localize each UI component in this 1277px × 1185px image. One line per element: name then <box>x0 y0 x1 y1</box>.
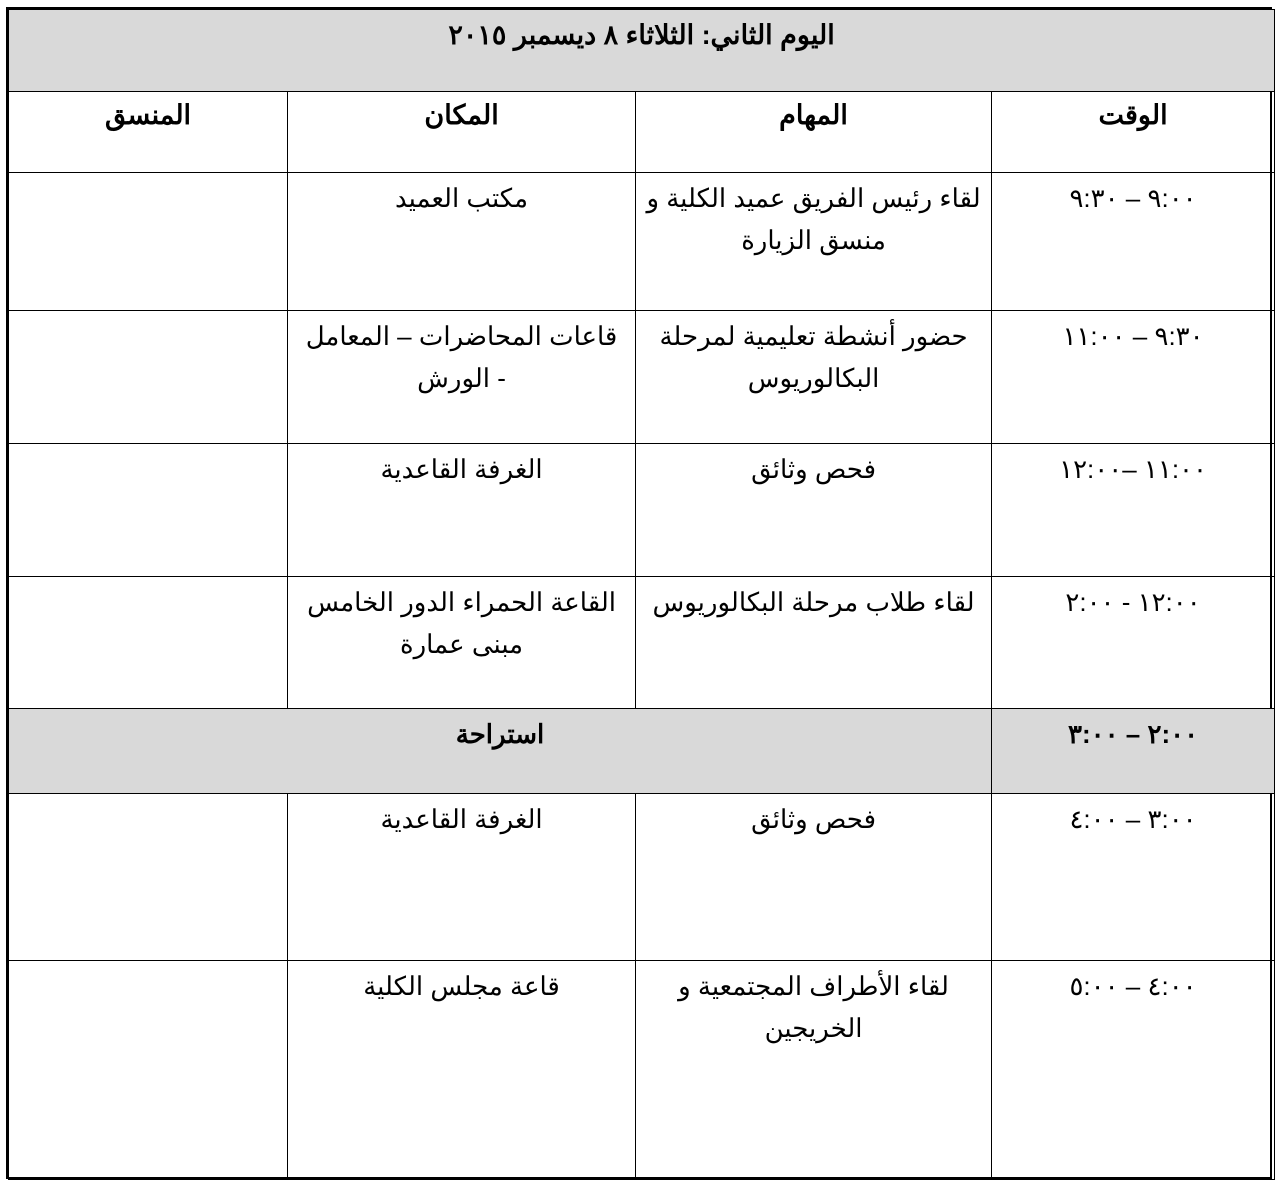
place-cell: مكتب العميد <box>288 173 636 311</box>
table-row <box>9 444 1275 577</box>
time-cell: ٩:٠٠ – ٩:٣٠ <box>992 173 1275 311</box>
table-row <box>9 961 1275 1180</box>
task-cell: حضور أنشطة تعليمية لمرحلة البكالوريوس <box>636 311 992 444</box>
break-label: استراحة <box>9 709 992 794</box>
coordinator-cell <box>9 794 288 961</box>
schedule-sheet <box>6 7 1272 1179</box>
place-cell: الغرفة القاعدية <box>288 444 636 577</box>
table-row <box>9 311 1275 444</box>
day-title: اليوم الثاني: الثلاثاء ٨ ديسمبر ٢٠١٥ <box>9 10 1275 92</box>
header-row <box>9 92 1275 173</box>
coordinator-cell <box>9 577 288 709</box>
coordinator-cell <box>9 444 288 577</box>
table-row <box>9 794 1275 961</box>
break-row <box>9 709 1275 794</box>
task-cell: لقاء الأطراف المجتمعية و الخريجين <box>636 961 992 1180</box>
time-cell: ٣:٠٠ – ٤:٠٠ <box>992 794 1275 961</box>
header-tasks: المهام <box>636 92 992 173</box>
table-row <box>9 577 1275 709</box>
time-cell: ٩:٣٠ – ١١:٠٠ <box>992 311 1275 444</box>
table-row <box>9 173 1275 311</box>
task-cell: فحص وثائق <box>636 794 992 961</box>
time-cell: ٤:٠٠ – ٥:٠٠ <box>992 961 1275 1180</box>
coordinator-cell <box>9 311 288 444</box>
header-time: الوقت <box>992 92 1275 173</box>
place-cell: قاعة مجلس الكلية <box>288 961 636 1180</box>
time-cell: ١١:٠٠ –١٢:٠٠ <box>992 444 1275 577</box>
task-cell: لقاء طلاب مرحلة البكالوريوس <box>636 577 992 709</box>
time-cell: ١٢:٠٠ - ٢:٠٠ <box>992 577 1275 709</box>
task-cell: فحص وثائق <box>636 444 992 577</box>
coordinator-cell <box>9 961 288 1180</box>
header-coordinator: المنسق <box>9 92 288 173</box>
place-cell: قاعات المحاضرات – المعامل - الورش <box>288 311 636 444</box>
place-cell: القاعة الحمراء الدور الخامس مبنى عمارة <box>288 577 636 709</box>
title-row <box>9 10 1275 92</box>
place-cell: الغرفة القاعدية <box>288 794 636 961</box>
break-time-cell: ٢:٠٠ – ٣:٠٠ <box>992 709 1275 794</box>
header-place: المكان <box>288 92 636 173</box>
schedule-table <box>8 9 1275 1180</box>
coordinator-cell <box>9 173 288 311</box>
task-cell: لقاء رئيس الفريق عميد الكلية و منسق الزيارة <box>636 173 992 311</box>
